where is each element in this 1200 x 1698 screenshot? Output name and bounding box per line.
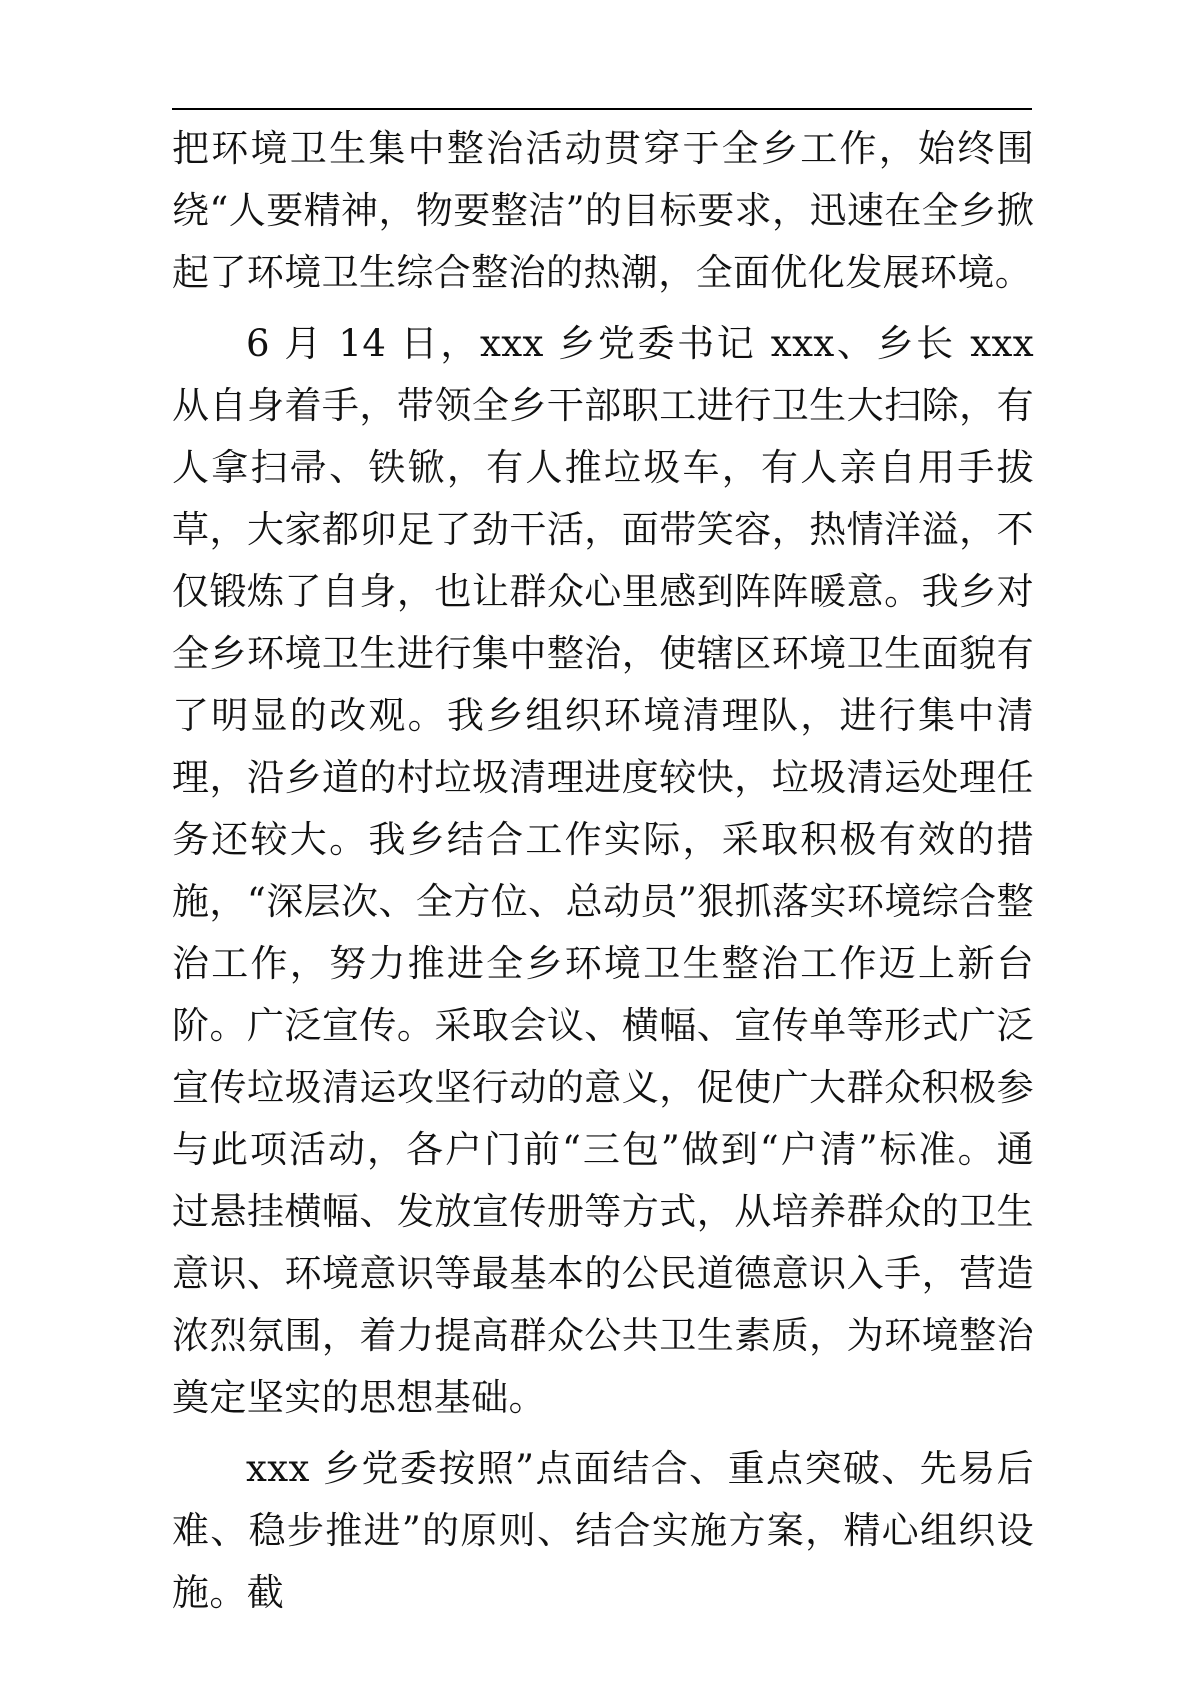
paragraph-3: xxx 乡党委按照”点面结合、重点突破、先易后难、稳步推进”的原则、结合实施方案，精心组织设施。截 <box>172 1447 1034 1614</box>
document-body <box>172 118 1034 1633</box>
paragraph-2: 6 月 14 日，xxx 乡党委书记 xxx、乡长 xxx 从自身着手，带领全乡干部职工进行卫生大扫除，有人拿扫帚、铁锨，有人推垃圾车，有人亲自用手拔草，大家都卯足了劲干活，面带笑容，热情洋溢，不仅锻炼了自身，也让群众心里感到阵阵暖意。我乡对全乡环境卫生进行集中整治，使辖区环境卫生面貌有了明显的改观。我乡组织环境清理队，进行集中清理，沿乡道的村垃圾清理进度较快，垃圾清运处理任务还较大。我乡结合工作实际，采取积极有效的措施，“深层次、全方位、总动员”狠抓落实环境综合整治工作，努力推进全乡环境卫生整治工作迈上新台阶。广泛宣传。采取会议、横幅、宣传单等形式广泛宣传垃圾清运攻坚行动的意义，促使广大群众积极参与此项活动，各户门前“三包”做到“户清”标准。通过悬挂横幅、发放宣传册等方式，从培养群众的卫生意识、环境意识等最基本的公民道德意识入手，营造浓烈氛围，着力提高群众公共卫生素质，为环境整治奠定坚实的思想基础。 <box>172 322 1034 1419</box>
paragraph-1: 把环境卫生集中整治活动贯穿于全乡工作，始终围绕“人要精神，物要整洁”的目标要求，迅速在全乡掀起了环境卫生综合整治的热潮，全面优化发展环境。 <box>172 127 1034 294</box>
header-rule <box>172 108 1032 110</box>
